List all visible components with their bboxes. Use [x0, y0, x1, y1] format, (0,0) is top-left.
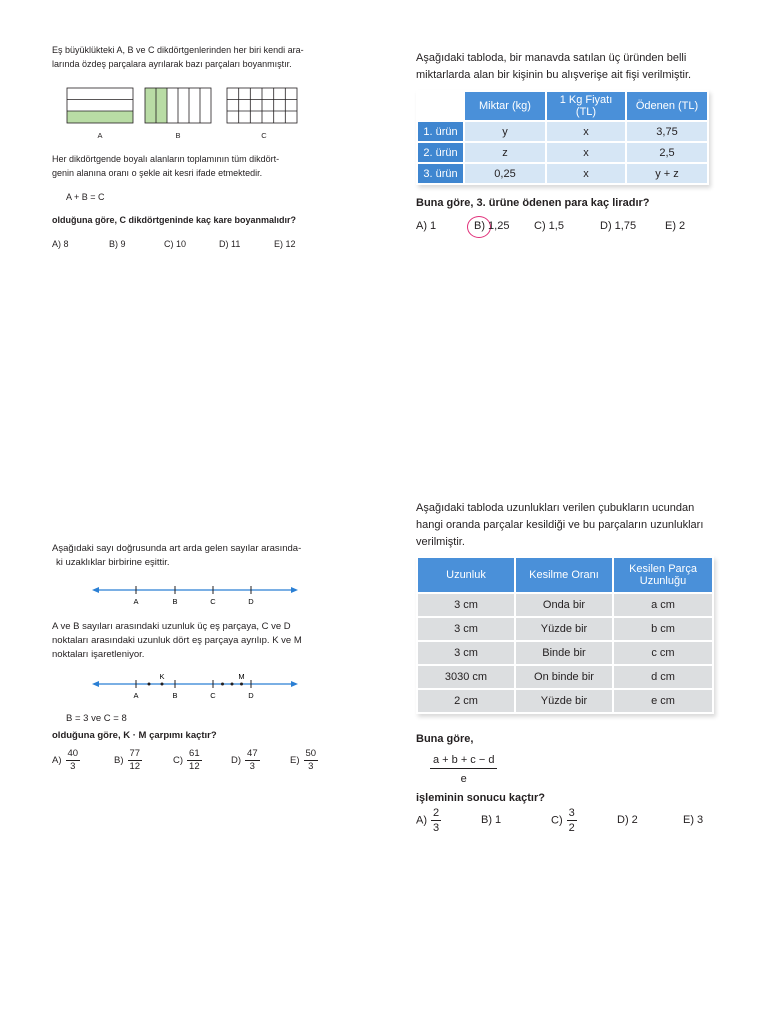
q4-intro-line1: Aşağıdaki tabloda uzunlukları verilen çubukların ucundan — [416, 502, 695, 514]
q4-option-e[interactable]: E) 3 — [683, 814, 704, 826]
rect-c-label: C — [261, 131, 267, 140]
q4-cell: Binde bir — [516, 642, 612, 664]
numerator: 40 — [67, 748, 79, 759]
rect-b-label: B — [175, 131, 181, 140]
q1-options — [52, 238, 322, 252]
expr-denominator: e — [460, 773, 467, 785]
q2-cell: y — [465, 122, 545, 141]
q4-header-ratio: Kesilme Oranı — [516, 558, 612, 592]
q1-intro-line1: Eş büyüklükteki A, B ve C dikdörtgenlerinden her biri kendi ara- — [52, 45, 304, 55]
q4-lead: Buna göre, — [416, 733, 474, 745]
q4-options — [416, 806, 721, 840]
q2-cell: y + z — [627, 164, 707, 183]
q2-option-d[interactable]: D) 1,75 — [600, 220, 637, 232]
q3-body-line2: noktaları arasındaki uzunluk dört eş parçaya ayrılıp. K ve M — [52, 635, 302, 646]
q3-question: olduğuna göre, K · M çarpımı kaçtır? — [52, 730, 217, 741]
q3-option-d[interactable] — [231, 748, 260, 773]
fraction — [187, 748, 202, 773]
q4-cell: 3 cm — [418, 594, 514, 616]
nl1-label-b: B — [172, 597, 178, 606]
table-row — [418, 164, 707, 183]
table-row — [418, 642, 712, 664]
numerator: 61 — [189, 748, 200, 759]
q3-option-a[interactable] — [52, 748, 80, 773]
arrow-left-icon — [92, 681, 99, 687]
option-letter: A) — [416, 814, 427, 827]
q2-header-price-line2: (TL) — [575, 106, 597, 118]
q3-option-c[interactable] — [173, 748, 202, 773]
denominator: 3 — [308, 761, 314, 772]
table-row — [418, 690, 712, 712]
numerator: 47 — [247, 748, 258, 759]
option-letter: C) — [173, 755, 184, 767]
q4-question: işleminin sonucu kaçtır? — [416, 792, 545, 804]
option-letter: C) — [551, 814, 563, 827]
q4-cut-table — [416, 556, 714, 714]
denominator: 3 — [433, 822, 440, 834]
q4-cell: On binde bir — [516, 666, 612, 688]
q1-body-line1: Her dikdörtgende boyalı alanların toplamının tüm dikdört- — [52, 154, 280, 164]
q3-number-line-1 — [90, 582, 300, 608]
q2-question: Buna göre, 3. ürüne ödenen para kaç liradır? — [416, 197, 650, 209]
option-letter: B) — [114, 755, 124, 767]
q3-option-e[interactable] — [290, 748, 318, 773]
q4-header-piece — [614, 558, 712, 592]
q2-row-name: 1. ürün — [418, 122, 463, 141]
q4-option-b[interactable]: B) 1 — [481, 814, 502, 826]
expr-numerator: a + b + c − d — [430, 754, 497, 769]
q2-intro-line2: miktarlarda alan bir kişinin bu alışverişe ait fişi verilmiştir. — [416, 69, 692, 81]
q3-options — [52, 748, 342, 776]
q2-option-b[interactable]: B) 1,25 — [474, 220, 510, 232]
rect-a-shaded-part — [67, 111, 133, 123]
q3-number-line-2 — [90, 672, 300, 700]
q3-body-line3: noktaları işaretleniyor. — [52, 649, 145, 660]
denominator: 3 — [70, 761, 76, 772]
q4-cell: e cm — [614, 690, 712, 712]
q2-intro-line1: Aşağıdaki tabloda, bir manavda satılan üç üründen belli — [416, 52, 687, 64]
q3-body-line1: A ve B sayıları arasındaki uzunluk üç eş parçaya, C ve D — [52, 621, 291, 632]
q2-option-c[interactable]: C) 1,5 — [534, 220, 564, 232]
q1-option-d[interactable]: D) 11 — [219, 239, 241, 249]
arrow-right-icon — [291, 681, 298, 687]
table-row — [418, 594, 712, 616]
q2-option-a[interactable]: A) 1 — [416, 220, 437, 232]
table-row — [418, 143, 707, 162]
denominator: 12 — [129, 761, 141, 772]
numerator: 2 — [433, 807, 440, 819]
q2-options — [416, 218, 716, 235]
q4-cell: 3 cm — [418, 642, 514, 664]
q4-intro-line2: hangi oranda parçalar kesildiği ve bu parçaların uzunlukları — [416, 519, 704, 531]
q4-expression — [430, 754, 497, 785]
q2-header-price-line1: 1 Kg Fiyatı — [559, 94, 613, 106]
q4-cell: Onda bir — [516, 594, 612, 616]
q1-option-b[interactable]: B) 9 — [109, 239, 126, 249]
q1-option-a[interactable]: A) 8 — [52, 239, 69, 249]
q4-cell: 3030 cm — [418, 666, 514, 688]
q3-intro-line2: ki uzaklıklar birbirine eşittir. — [56, 557, 170, 568]
q4-cell: b cm — [614, 618, 712, 640]
nl2-label-d: D — [248, 691, 254, 700]
q4-cell: d cm — [614, 666, 712, 688]
q1-body-line2: genin alanına oranı o şekle ait kesri ifade etmektedir. — [52, 168, 263, 178]
q2-row-name: 3. ürün — [418, 164, 463, 183]
q2-header-price — [547, 92, 625, 120]
denominator: 3 — [249, 761, 255, 772]
denominator: 12 — [189, 761, 200, 772]
arrow-right-icon — [291, 587, 298, 593]
nl2-label-c: C — [210, 691, 216, 700]
fraction — [245, 748, 260, 773]
q4-header-piece-line2: Uzunluğu — [639, 575, 687, 587]
option-letter: E) — [290, 755, 300, 767]
q2-header-amount: Miktar (kg) — [465, 92, 545, 120]
q2-option-e[interactable]: E) 2 — [665, 220, 686, 232]
numerator: 77 — [129, 748, 141, 759]
q2-cell: 3,75 — [627, 122, 707, 141]
q4-option-d[interactable]: D) 2 — [617, 814, 638, 826]
table-row — [418, 618, 712, 640]
fraction — [304, 748, 319, 773]
q1-rectangles-figure — [60, 84, 300, 132]
q1-option-e[interactable]: E) 12 — [274, 239, 296, 249]
nl2-label-b: B — [172, 691, 178, 700]
fraction — [567, 806, 577, 835]
q4-cell: c cm — [614, 642, 712, 664]
q4-intro-line3: verilmiştir. — [416, 536, 465, 548]
q2-cell: x — [547, 143, 625, 162]
q2-header-paid: Ödenen (TL) — [627, 92, 707, 120]
q1-question: olduğuna göre, C dikdörtgeninde kaç kare boyanmalıdır? — [52, 215, 297, 225]
q4-cell: 3 cm — [418, 618, 514, 640]
nl1-label-a: A — [133, 597, 139, 606]
q4-option-c[interactable] — [551, 806, 577, 835]
nl2-label-k: K — [159, 672, 165, 681]
nl1-label-c: C — [210, 597, 216, 606]
denominator: 2 — [568, 822, 575, 834]
nl2-label-a: A — [133, 691, 139, 700]
q1-equation: A + B = C — [66, 192, 105, 202]
arrow-left-icon — [92, 587, 99, 593]
q2-row-name: 2. ürün — [418, 143, 463, 162]
table-row — [418, 666, 712, 688]
q2-cell: 2,5 — [627, 143, 707, 162]
fraction — [66, 748, 81, 773]
fraction — [431, 806, 441, 835]
numerator: 50 — [305, 748, 317, 759]
q4-header-piece-line1: Kesilen Parça — [629, 563, 697, 575]
q4-cell: 2 cm — [418, 690, 514, 712]
q4-header-length: Uzunluk — [418, 558, 514, 592]
q2-cell: 0,25 — [465, 164, 545, 183]
q1-option-c[interactable]: C) 10 — [164, 239, 187, 249]
q3-equation: B = 3 ve C = 8 — [66, 713, 127, 724]
q4-cell: Yüzde bir — [516, 690, 612, 712]
q2-table-corner — [418, 92, 463, 120]
nl1-label-d: D — [248, 597, 254, 606]
q2-cell: x — [547, 164, 625, 183]
fraction — [128, 748, 143, 773]
rect-a-label: A — [97, 131, 103, 140]
q3-intro-line1: Aşağıdaki sayı doğrusunda art arda gelen sayılar arasında- — [52, 543, 302, 554]
q2-cell: x — [547, 122, 625, 141]
option-letter: D) — [231, 755, 242, 767]
q4-cell: Yüzde bir — [516, 618, 612, 640]
q2-receipt-table — [416, 90, 709, 185]
numerator: 3 — [568, 807, 575, 819]
q3-option-b[interactable] — [114, 748, 142, 773]
option-letter: A) — [52, 755, 62, 767]
q1-intro-line2: larında özdeş parçalara ayrılarak bazı parçaları boyanmıştır. — [52, 59, 292, 69]
table-row — [418, 122, 707, 141]
q4-option-a[interactable] — [416, 806, 441, 835]
nl2-label-m: M — [238, 672, 245, 681]
q4-cell: a cm — [614, 594, 712, 616]
q2-cell: z — [465, 143, 545, 162]
